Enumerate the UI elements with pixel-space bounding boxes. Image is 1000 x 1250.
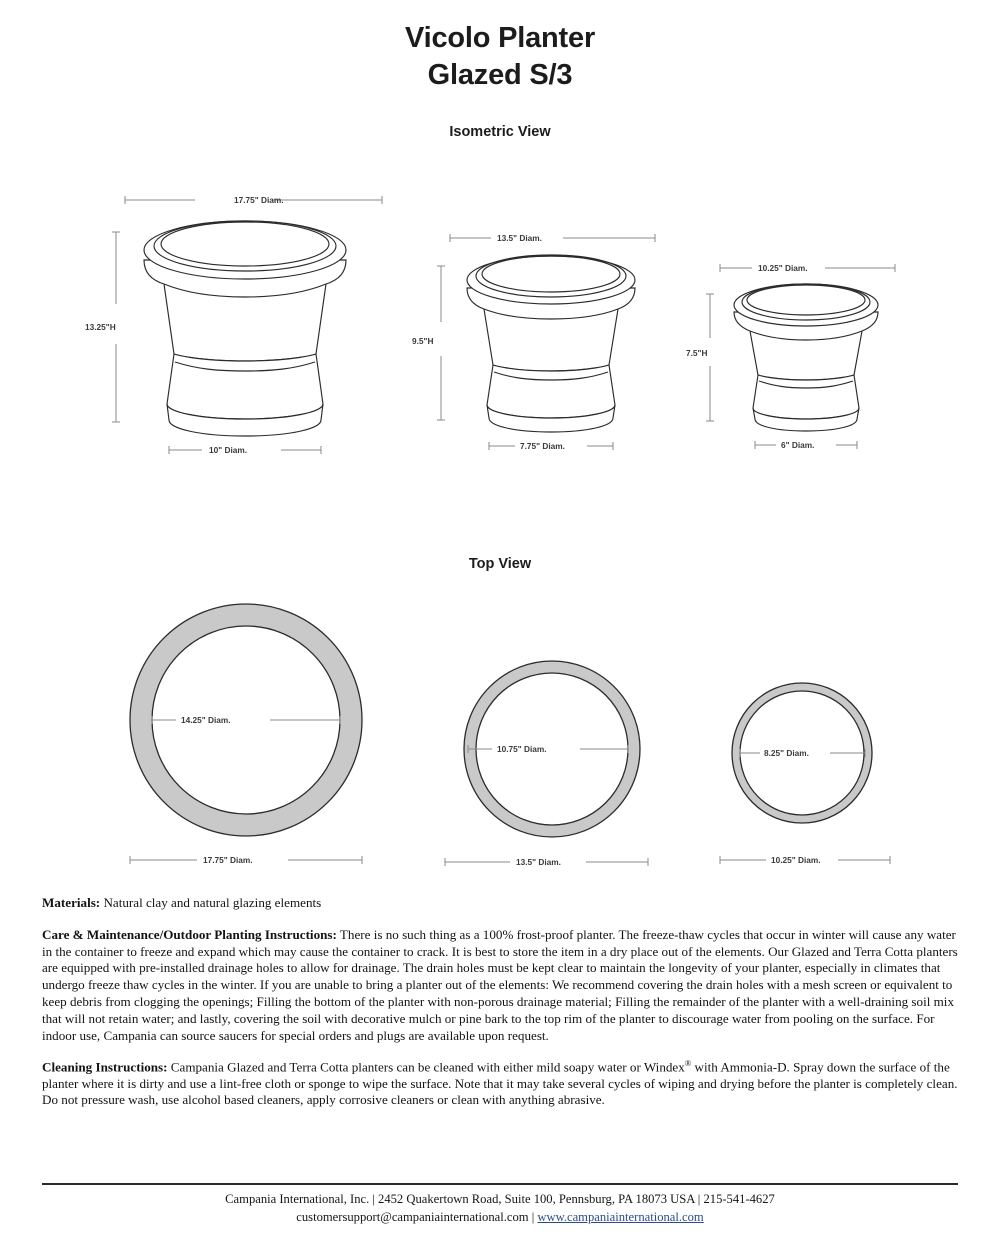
dimension-outer-diameter-small-label: 10.25" Diam. [771, 855, 821, 866]
care-label: Care & Maintenance/Outdoor Planting Instructions: [42, 926, 337, 942]
materials-value: Natural clay and natural glazing elements [100, 895, 322, 910]
dimension-inner-diameter-medium-label: 10.75" Diam. [497, 744, 547, 755]
dimension-top-diameter-small [720, 263, 895, 273]
cleaning-label: Cleaning Instructions: [42, 1058, 168, 1074]
footer-divider [42, 1183, 958, 1185]
dimension-inner-diameter-small-label: 8.25" Diam. [764, 748, 809, 759]
dimension-height-small-label: 7.5"H [686, 348, 708, 359]
dimension-top-diameter-small-label: 10.25" Diam. [758, 263, 808, 274]
specifications-text [42, 895, 958, 1122]
isometric-figure-small [686, 256, 920, 451]
dimension-base-diameter-small-label: 6" Diam. [781, 440, 815, 451]
top-view-figure-medium [440, 646, 680, 881]
isometric-figure-medium [412, 224, 675, 454]
materials-label: Materials: [42, 895, 101, 910]
dimension-height-medium [412, 266, 445, 420]
page-title-line2: Glazed S/3 [427, 59, 573, 92]
dimension-outer-diameter-medium-label: 13.5" Diam. [516, 857, 561, 868]
dimension-outer-diameter-medium [445, 857, 648, 867]
dimension-base-diameter-small [755, 440, 857, 450]
care-value: There is no such thing as a 100% frost-proof planter. The freeze-thaw cycles that occur in winter will cause any water in the container to freeze and expand which may cause the container to crack. It is best to store the item in a dry place out of the elements. Our Glazed and Terra Cotta planters are equipped with pre-installed drainage holes to allow for drainage. The drain holes must be kept clear to maintain the longevity of your planter, especially in climates that undergo freeze thaw cycles in the winter. If you are unable to bring a planter out of the elements: We recommend covering the drain holes with a mesh screen or equivalent to keep debris from clogging the openings; Filling the bottom of the planter with non-porous drainage material; Filling the remainder of the planter with a well-draining soil mix that will not retain water; and lastly, covering the soil with decorative mulch or pine bark to the top rim of the planter to discourage water from pooling on the surface. For indoor use, Campania can source saucers for special orders and plugs are available upon request. [42, 926, 958, 1043]
top-view-heading: Top View [468, 556, 532, 573]
dimension-outer-diameter-large [130, 855, 362, 865]
footer-separator: | [528, 1210, 538, 1225]
cleaning-value-part1: Campania Glazed and Terra Cotta planters can be cleaned with either mild soapy water or Windex [167, 1058, 685, 1074]
dimension-base-diameter-medium [489, 441, 613, 451]
dimension-outer-diameter-large-label: 17.75" Diam. [203, 855, 253, 866]
care-paragraph [42, 927, 958, 1045]
top-view-figure-large [110, 588, 390, 878]
top-view-figure-small [710, 688, 925, 883]
dimension-top-diameter-medium [450, 233, 655, 243]
dimension-top-diameter-large [125, 195, 382, 205]
registered-trademark-symbol: ® [684, 1057, 692, 1068]
dimension-outer-diameter-small [720, 855, 890, 865]
isometric-view-heading: Isometric View [449, 124, 551, 141]
dimension-height-large [85, 232, 120, 422]
dimension-height-large-label: 13.25"H [85, 322, 116, 333]
dimension-top-diameter-large-label: 17.75" Diam. [234, 195, 284, 206]
dimension-height-small [686, 294, 714, 421]
dimension-base-diameter-large-label: 10" Diam. [209, 445, 248, 456]
isometric-figures [0, 146, 1000, 456]
footer-email[interactable]: customersupport@campaniainternational.com [296, 1210, 529, 1225]
cleaning-value-part2: with Ammonia-D. Spray down the surface of the planter where it is dirty and use a lint-free cloth or sponge to wipe the surface. Note that it may take several cycles of wiping and drying before the planter is completely clean. Do not pressure wash, use alcohol based cleaners, apply corrosive cleaners or clean with anything abrasive. [42, 1058, 958, 1108]
footer-address-line: Campania International, Inc. | 2452 Quakertown Road, Suite 100, Pennsburg, PA 18073 USA | 215-541-4627 [225, 1192, 775, 1206]
footer-website-link[interactable]: www.campaniainternational.com [537, 1210, 704, 1225]
footer-contact-line [0, 1208, 1000, 1226]
top-view-figures [0, 578, 1000, 878]
dimension-height-medium-label: 9.5"H [412, 336, 434, 347]
dimension-top-diameter-medium-label: 13.5" Diam. [497, 233, 542, 244]
dimension-inner-diameter-large-label: 14.25" Diam. [181, 715, 231, 726]
dimension-base-diameter-large [169, 445, 321, 455]
materials-paragraph [42, 895, 958, 912]
page-title-line1: Vicolo Planter [404, 22, 596, 54]
page-title [0, 0, 1000, 94]
cleaning-paragraph [42, 1058, 958, 1110]
dimension-base-diameter-medium-label: 7.75" Diam. [520, 441, 565, 452]
footer [0, 1190, 1000, 1227]
isometric-figure-large [85, 184, 405, 454]
